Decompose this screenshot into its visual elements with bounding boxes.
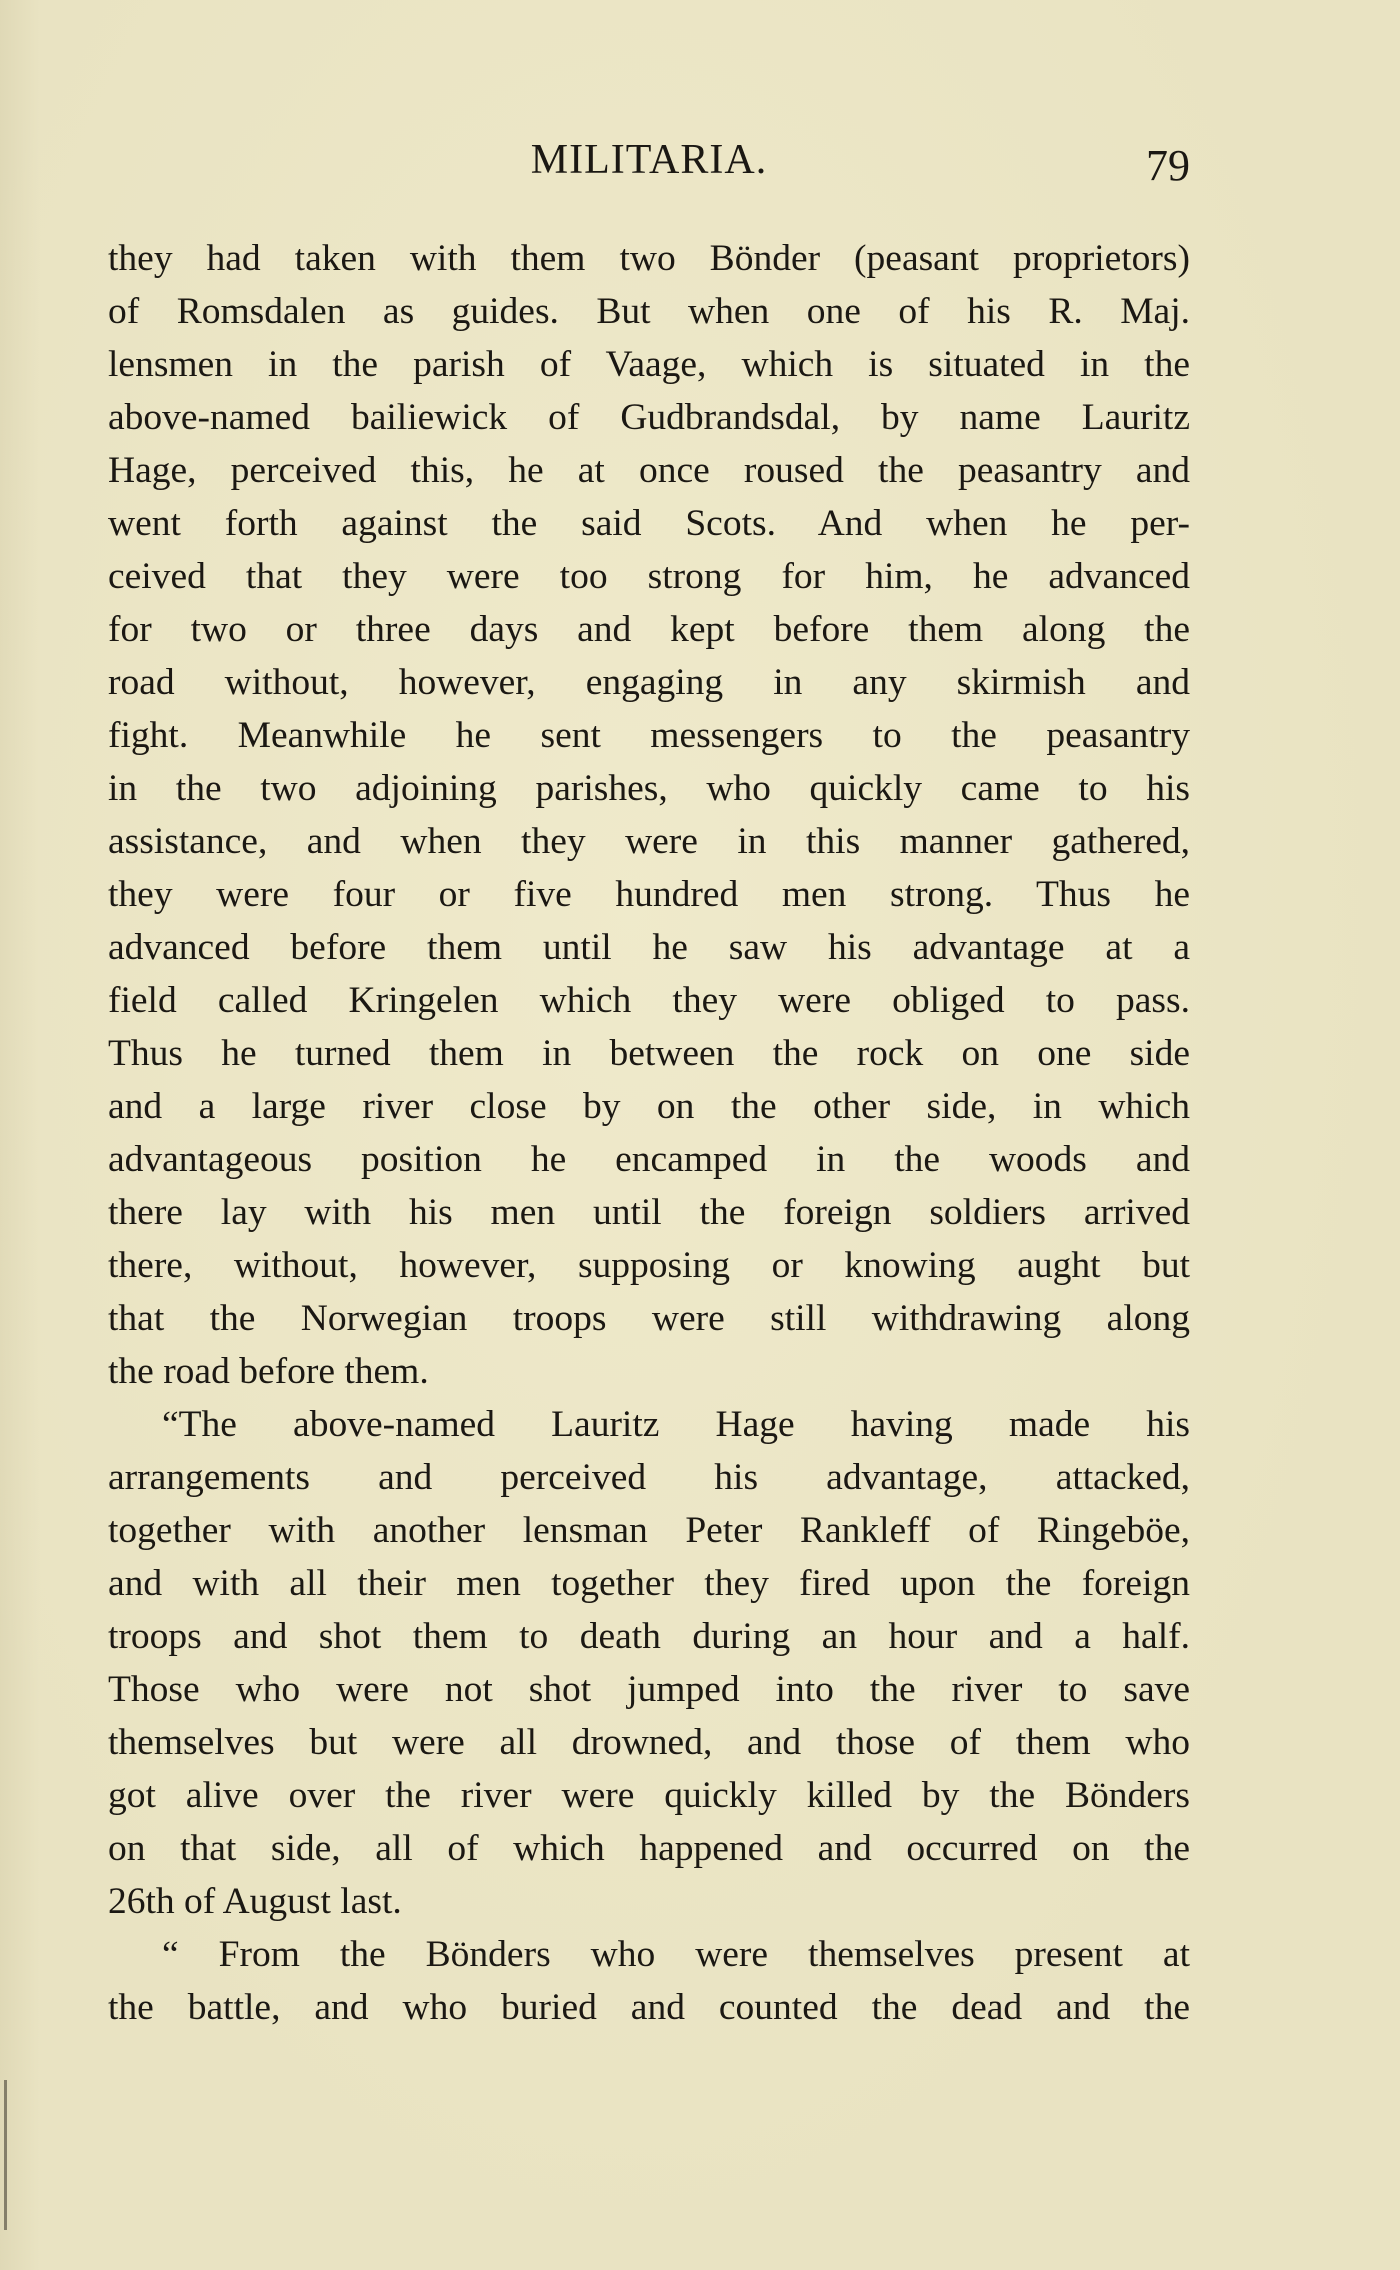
text-line: together with another lensman Peter Rankleff of Ringeböe,: [108, 1510, 1190, 1551]
text-line: ceived that they were too strong for him, he advanced: [108, 556, 1190, 597]
paragraph-start-line: “ From the Bönders who were themselves present at: [162, 1934, 1190, 1975]
text-line: they had taken with them two Bönder (peasant proprietors): [108, 238, 1190, 279]
paragraph-end-line: the road before them.: [108, 1351, 429, 1392]
text-line: Hage, perceived this, he at once roused the peasantry and: [108, 450, 1190, 491]
text-line: advanced before them until he saw his advantage at a: [108, 927, 1190, 968]
text-line: above-named bailiewick of Gudbrandsdal, by name Lauritz: [108, 397, 1190, 438]
text-line: they were four or five hundred men strong. Thus he: [108, 874, 1190, 915]
text-line: on that side, all of which happened and occurred on the: [108, 1828, 1190, 1869]
text-line: advantageous position he encamped in the woods and: [108, 1139, 1190, 1180]
text-line: went forth against the said Scots. And when he per-: [108, 503, 1190, 544]
text-line: there lay with his men until the foreign soldiers arrived: [108, 1192, 1190, 1233]
text-line: Thus he turned them in between the rock on one side: [108, 1033, 1190, 1074]
text-line: the battle, and who buried and counted the dead and the: [108, 1987, 1190, 2028]
text-line: field called Kringelen which they were obliged to pass.: [108, 980, 1190, 1021]
text-line: fight. Meanwhile he sent messengers to the peasantry: [108, 715, 1190, 756]
text-line: there, without, however, supposing or knowing aught but: [108, 1245, 1190, 1286]
page-header: [108, 136, 1190, 196]
running-head: MILITARIA.: [530, 137, 768, 183]
text-line: got alive over the river were quickly killed by the Bönders: [108, 1775, 1190, 1816]
text-line: and a large river close by on the other side, in which: [108, 1086, 1190, 1127]
paragraph-start-line: “The above-named Lauritz Hage having made his: [162, 1404, 1190, 1445]
text-line: themselves but were all drowned, and those of them who: [108, 1722, 1190, 1763]
text-line: and with all their men together they fired upon the foreign: [108, 1563, 1190, 1604]
text-line: troops and shot them to death during an hour and a half.: [108, 1616, 1190, 1657]
page-number: 79: [1146, 141, 1190, 190]
text-line: lensmen in the parish of Vaage, which is situated in the: [108, 344, 1190, 385]
text-line: Those who were not shot jumped into the river to save: [108, 1669, 1190, 1710]
text-line: that the Norwegian troops were still withdrawing along: [108, 1298, 1190, 1339]
body-text: [108, 232, 1190, 2034]
text-line: of Romsdalen as guides. But when one of his R. Maj.: [108, 291, 1190, 332]
binding-edge-mark: [4, 2080, 7, 2230]
text-line: assistance, and when they were in this manner gathered,: [108, 821, 1190, 862]
text-line: in the two adjoining parishes, who quickly came to his: [108, 768, 1190, 809]
text-line: road without, however, engaging in any skirmish and: [108, 662, 1190, 703]
text-line: arrangements and perceived his advantage, attacked,: [108, 1457, 1190, 1498]
text-line: for two or three days and kept before them along the: [108, 609, 1190, 650]
paragraph-end-line: 26th of August last.: [108, 1881, 402, 1922]
